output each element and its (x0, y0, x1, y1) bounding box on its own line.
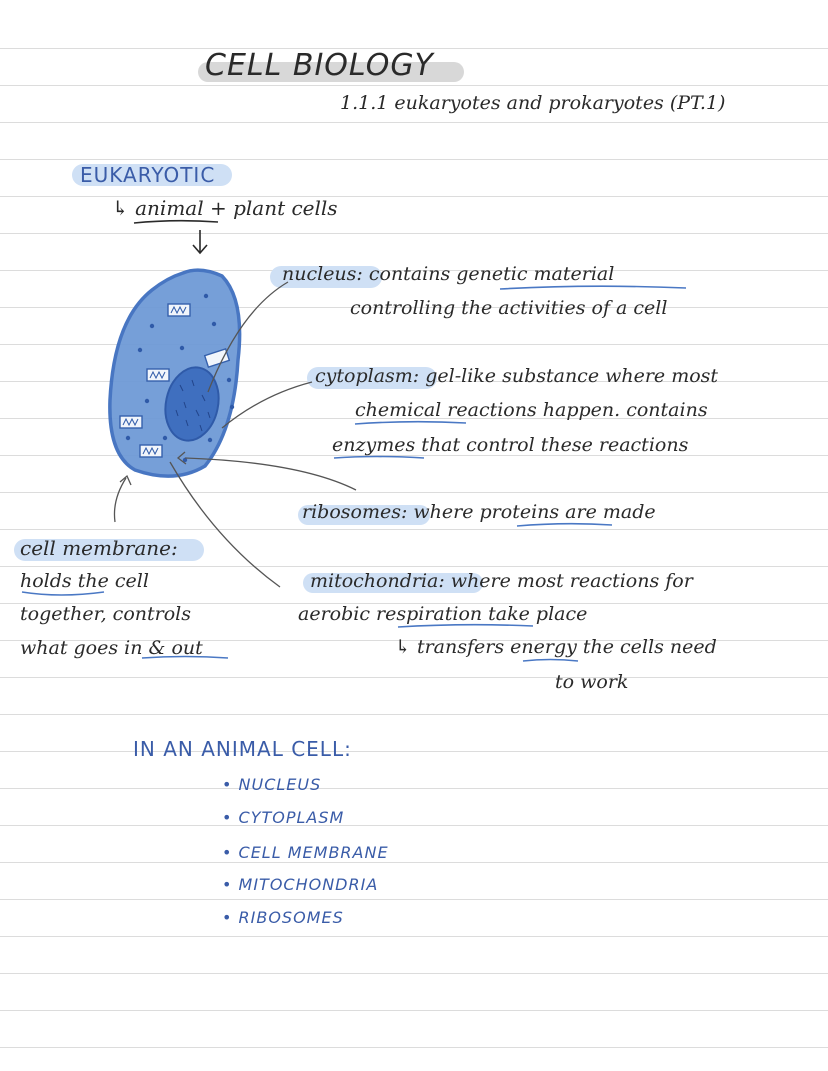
page-subtitle: 1.1.1 eukaryotes and prokaryotes (PT.1) (340, 92, 726, 114)
cell-membrane-heading: cell membrane: (20, 536, 178, 560)
mitochondria-note-line2: aerobic respiration take place (298, 603, 588, 625)
genetic-material-underline (500, 286, 686, 289)
down-arrow-icon (193, 230, 207, 253)
animal-cell-item: • MITOCHONDRIA (222, 875, 379, 894)
ribosomes-pointer (185, 458, 356, 490)
nucleus-note-line1: nucleus: contains genetic material (282, 263, 615, 285)
animal-cell-item: • CYTOPLASM (222, 808, 345, 827)
eukaryotic-subnote: ↳ animal + plant cells (112, 196, 338, 220)
cell-membrane-note-line2: holds the cell (20, 570, 149, 592)
proteins-underline (517, 524, 612, 526)
animal-cell-item: • RIBOSOMES (222, 908, 344, 927)
animal-cell-item: • CELL MEMBRANE (222, 843, 389, 862)
cytoplasm-note-line3: enzymes that control these reactions (332, 434, 689, 456)
mitochondria-note-line4: to work (555, 671, 629, 693)
energy-underline (523, 660, 578, 662)
cytoplasm-note-line1: cytoplasm: gel-like substance where most (315, 365, 719, 387)
nucleus-note-line2: controlling the activities of a cell (350, 297, 668, 319)
cell-membrane-note-line4: what goes in & out (20, 637, 203, 659)
membrane-pointer (114, 478, 126, 522)
animal-underline (134, 221, 218, 223)
enzymes-underline (334, 457, 424, 459)
ribosomes-note: ribosomes: where proteins are made (302, 501, 656, 523)
animal-cell-item: • NUCLEUS (222, 775, 322, 794)
cytoplasm-note-line2: chemical reactions happen. contains (355, 399, 708, 421)
chemical-reactions-underline (355, 422, 466, 424)
mitochondria-note-line3: ↳ transfers energy the cells need (395, 636, 717, 658)
mitochondria-pointer (170, 462, 280, 587)
cell-membrane-note-line3: together, controls (20, 603, 191, 625)
page-title: CELL BIOLOGY (205, 48, 434, 83)
in-out-underline (142, 657, 228, 659)
holds-underline (22, 592, 104, 595)
animal-cell-body (110, 270, 240, 476)
eukaryotic-heading: EUKARYOTIC (80, 163, 216, 187)
mitochondria-note-line1: mitochondria: where most reactions for (310, 570, 693, 592)
respiration-underline (398, 625, 533, 627)
animal-cell-heading: IN AN ANIMAL CELL: (133, 737, 352, 761)
